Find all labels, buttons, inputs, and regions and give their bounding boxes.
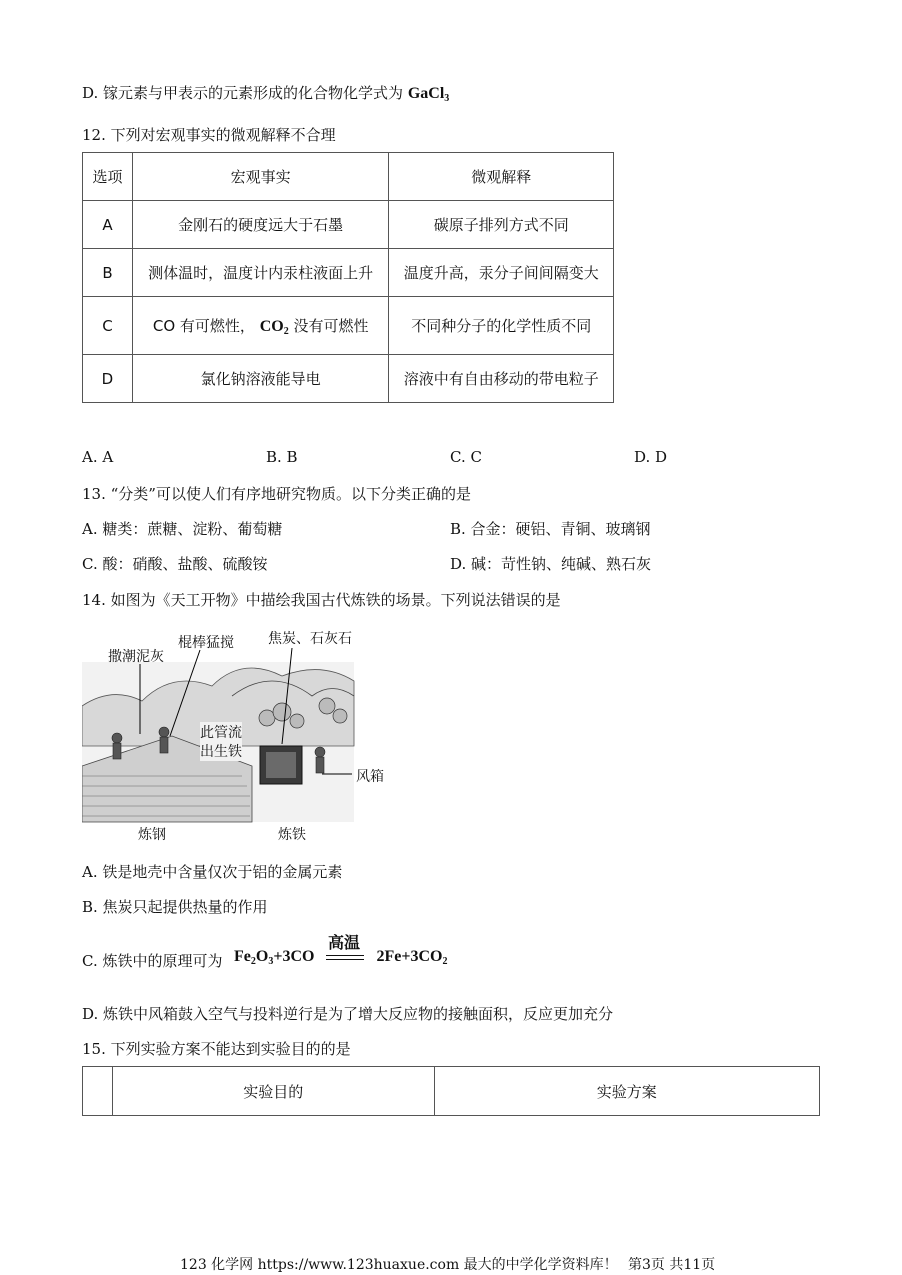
table-cell-fact: 测体温时，温度计内汞柱液面上升 (132, 249, 389, 297)
q13-option-c: C. 酸：硝酸、盐酸、硫酸铵 (82, 555, 268, 573)
q12-question: 12. 下列对宏观事实的微观解释不合理 (82, 126, 336, 144)
table-cell-option: D (83, 355, 133, 403)
q13-question: 13. “分类”可以使人们有序地研究物质。以下分类正确的是 (82, 485, 471, 503)
table-cell-fact: CO 有可燃性， $CO_2$ 没有可燃性 (132, 297, 389, 355)
table-header-cell: 宏观事实 (132, 153, 389, 201)
q14-option-a: A. 铁是地壳中含量仅次于铝的金属元素 (82, 863, 343, 881)
label-stir-stick: 棍棒猛搅 (178, 635, 234, 651)
q11-option-d-text: D. 镓元素与甲表示的元素形成的化合物化学式为 (82, 84, 404, 102)
table-row (83, 355, 614, 403)
reaction-equation: $Fe_2O_3+3CO$ $2Fe+3CO_2$ (234, 948, 448, 967)
label-coke-limestone: 焦炭、石灰石 (268, 631, 352, 647)
footer-site: 123 化学网 https://www.123huaxue.com 最大的中学化学资料库！ (180, 1257, 618, 1273)
table-cell-explain: 温度升高，汞分子间间隔变大 (389, 249, 614, 297)
table-cell-explain: 溶液中有自由移动的带电粒子 (389, 355, 614, 403)
label-pig-iron: 出生铁 (200, 741, 242, 761)
q12-table (82, 152, 614, 403)
q11-option-d-formula: GaCl$_3$ (407, 85, 450, 104)
footer-page-number: 第3页 共11页 (628, 1257, 716, 1273)
table-row (83, 249, 614, 297)
q13-option-b: B. 合金：硬铝、青铜、玻璃钢 (450, 520, 651, 538)
reaction-condition: 高温 (328, 935, 361, 952)
table-header-cell: 实验方案 (434, 1067, 819, 1116)
q13-option-d: D. 碱：苛性钠、纯碱、熟石灰 (450, 555, 652, 573)
q14-option-b: B. 焦炭只起提供热量的作用 (82, 898, 268, 916)
table-cell-explain: 不同种分子的化学性质不同 (389, 297, 614, 355)
table-header-row (83, 1067, 820, 1116)
table-header-cell: 微观解释 (389, 153, 614, 201)
table-cell-option: B (83, 249, 133, 297)
q14-option-c-text: C. 炼铁中的原理可为 (82, 952, 223, 970)
table-row (83, 201, 614, 249)
q12-answer-a: A. A (82, 448, 114, 466)
table-header-cell: 实验目的 (112, 1067, 434, 1116)
table-cell-fact: 氯化钠溶液能导电 (132, 355, 389, 403)
table-cell-fact: 金刚石的硬度远大于石墨 (132, 201, 389, 249)
q12-answer-c: C. C (450, 448, 482, 466)
table-cell-option: C (83, 297, 133, 355)
q12-answer-b: B. B (266, 448, 298, 466)
table-row (83, 297, 614, 355)
label-sprinkle-mud: 撒潮泥灰 (108, 649, 164, 665)
q14-question: 14. 如图为《天工开物》中描绘我国古代炼铁的场景。下列说法错误的是 (82, 591, 561, 609)
q15-question: 15. 下列实验方案不能达到实验目的的是 (82, 1040, 351, 1058)
reaction-equals-sign (326, 955, 364, 960)
label-pipe-flow: 此管流 (200, 722, 242, 742)
table-header-cell: 选项 (83, 153, 133, 201)
label-ironmaking: 炼铁 (278, 827, 306, 843)
q14-option-c (82, 950, 222, 971)
label-bellows: 风箱 (356, 769, 384, 785)
q13-option-a: A. 糖类：蔗糖、淀粉、葡萄糖 (82, 520, 283, 538)
q12-answer-d: D. D (634, 448, 668, 466)
table-cell-explain: 碳原子排列方式不同 (389, 201, 614, 249)
table-header-row (83, 153, 614, 201)
ironmaking-illustration (82, 626, 382, 846)
q11-option-d (82, 82, 449, 104)
table-header-cell (83, 1067, 113, 1116)
q14-option-d: D. 炼铁中风箱鼓入空气与投料逆行是为了增大反应物的接触面积，反应更加充分 (82, 1005, 614, 1023)
label-steelmaking: 炼钢 (138, 827, 166, 843)
table-cell-option: A (83, 201, 133, 249)
q15-table (82, 1066, 820, 1116)
